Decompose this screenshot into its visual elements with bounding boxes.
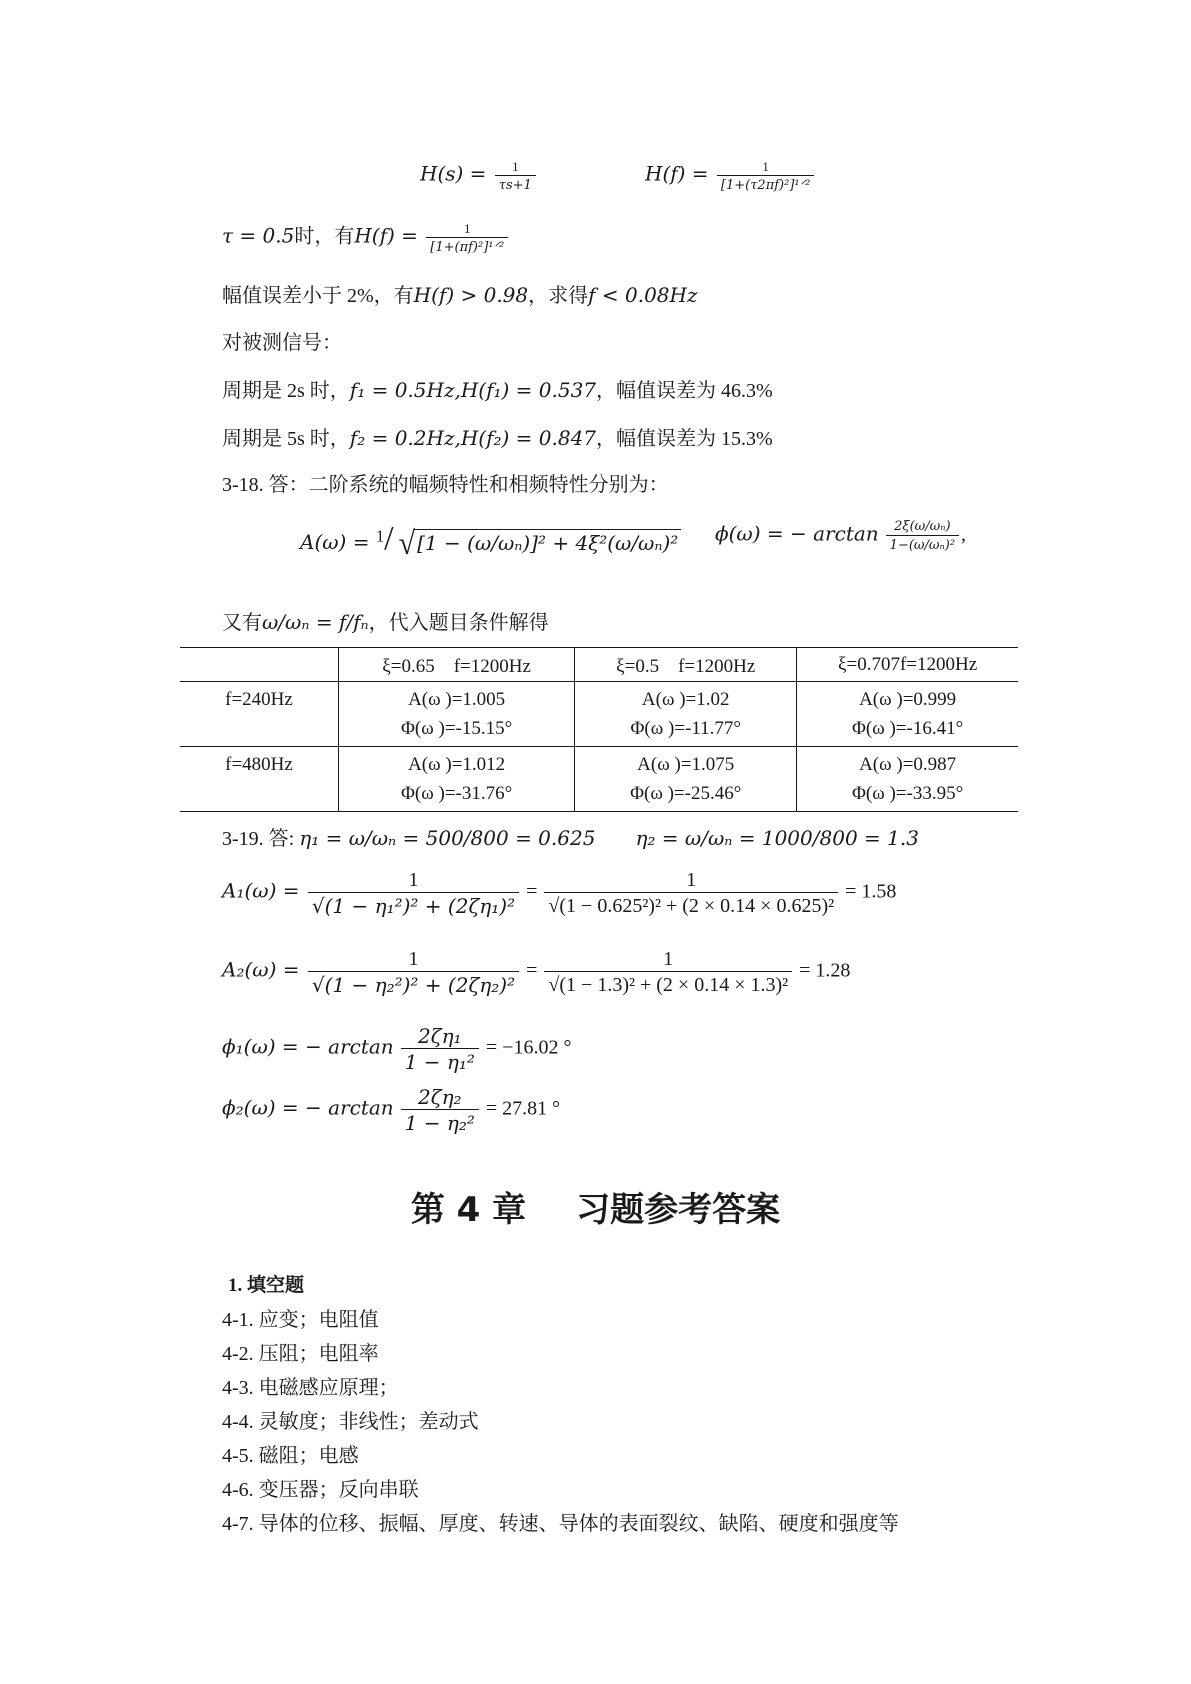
chapter-title: 第 4 章 习题参考答案 [410, 1190, 781, 1230]
q319-eta: 3-19. 答: η₁ = ω/ωₙ = 500/800 = 0.625 η₂ = ω/ωₙ = 1000/800 = 1.3 [222, 826, 919, 850]
formula-phase: ϕ(ω) = − arctan $\frac{\text{2ξ(ω/ωₙ)}}{\text{1−(ω/ωₙ)²}}$ , [715, 519, 967, 553]
answer-item: 4-7. 导体的位移、振幅、厚度、转速、导体的表面裂纹、缺陷、硬度和强度等 [222, 1513, 899, 1535]
table-header-row: ξ=0.65 f=1200Hz ξ=0.5 f=1200Hz ξ=0.707f=1200Hz [180, 648, 1018, 682]
section-heading: 1. 填空题 [228, 1275, 305, 1296]
formula-tau: τ = 0.5时，有H(f) = $\frac{1}{\text{[1+(πf)²]¹ᐟ²}}$ [222, 222, 510, 254]
answer-item: 4-4. 灵敏度；非线性；差动式 [222, 1411, 479, 1433]
formula-a2: A₂(ω) = $\frac{1}{\text{√(1 − η₂²)² + (2ζη₂)²}}$ = $\frac{1}{\text{√(1 − 1.3)² + (2 × 0.14 × 1.3)²}}$ = 1.28 [222, 948, 851, 997]
text-line-6: 又有ω/ωₙ = f/fₙ，代入题目条件解得 [222, 610, 549, 634]
formula-amplitude: A(ω) = $^1$/ √ [1 − (ω/ωₙ)]² + 4ξ²(ω/ωₙ)² [300, 522, 681, 559]
formula-phi1: ϕ₁(ω) = − arctan $\frac{\text{2ζη₁}}{\text{1 − η₁²}}$ = −16.02 ° [222, 1024, 572, 1074]
text-line-1: 幅值误差小于 2%，有H(f) > 0.98，求得f < 0.08Hz [222, 283, 698, 307]
formula-a1: A₁(ω) = $\frac{1}{\text{√(1 − η₁²)² + (2ζη₁)²}}$ = $\frac{1}{\text{√(1 − 0.625²)² + (2 × 0.14 × 0.625)²}}$ = 1.58 [222, 869, 897, 918]
formula-hs: H(s) = $\frac{1}{\tau s+1}$ [420, 160, 538, 192]
text-line-5: 3-18. 答：二阶系统的幅频特性和相频特性分别为： [222, 474, 669, 496]
formula-hf: H(f) = $\frac{1}{\text{[1+(τ2πf)²]¹ᐟ²}}$ [645, 160, 816, 192]
text-line-2: 对被测信号： [222, 332, 342, 354]
table-row: f=240Hz A(ω )=1.005 Φ(ω )=-15.15° A(ω )=1.02 Φ(ω )=-11.77° A(ω )=0.999 Φ(ω )=-16.41° [180, 682, 1018, 747]
text-line-4: 周期是 5s 时，f₂ = 0.2Hz,H(f₂) = 0.847，幅值误差为 15.3% [222, 426, 773, 450]
answer-item: 4-6. 变压器；反向串联 [222, 1479, 419, 1501]
table-row: f=480Hz A(ω )=1.012 Φ(ω )=-31.76° A(ω )=1.075 Φ(ω )=-25.46° A(ω )=0.987 Φ(ω )=-33.95° [180, 747, 1018, 812]
formula-phi2: ϕ₂(ω) = − arctan $\frac{\text{2ζη₂}}{\text{1 − η₂²}}$ = 27.81 ° [222, 1085, 561, 1135]
answer-item: 4-1. 应变；电阻值 [222, 1309, 379, 1331]
answer-item: 4-5. 磁阻；电感 [222, 1445, 359, 1467]
results-table [180, 647, 1018, 812]
answer-item: 4-3. 电磁感应原理； [222, 1377, 399, 1399]
text-line-3: 周期是 2s 时，f₁ = 0.5Hz,H(f₁) = 0.537，幅值误差为 46.3% [222, 378, 773, 402]
answer-item: 4-2. 压阻；电阻率 [222, 1343, 379, 1365]
